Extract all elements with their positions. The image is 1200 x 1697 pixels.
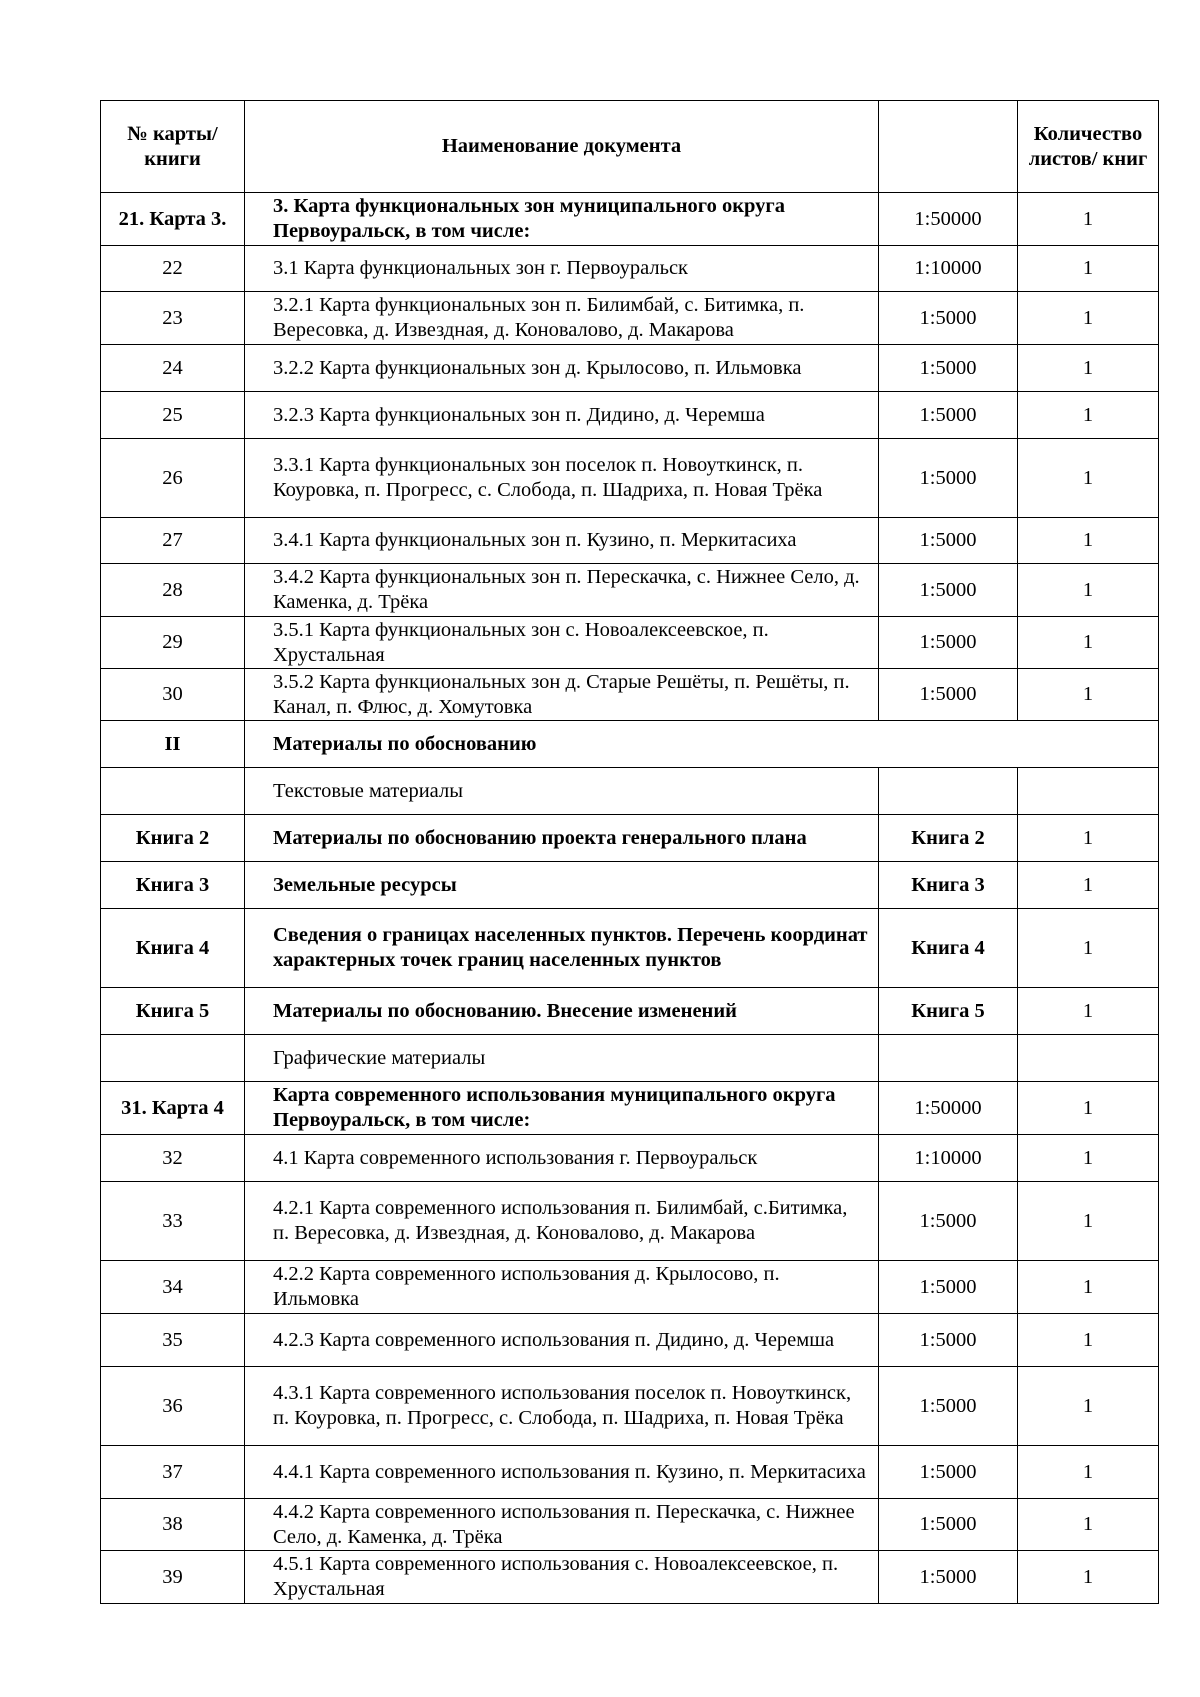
cell-scale: [879, 768, 1018, 815]
cell-count: 1: [1018, 1367, 1159, 1446]
cell-number: 33: [101, 1182, 245, 1261]
cell-scale: Книга 2: [879, 815, 1018, 862]
cell-number: 26: [101, 439, 245, 518]
cell-name: Земельные ресурсы: [245, 862, 879, 909]
cell-number: Книга 5: [101, 988, 245, 1035]
cell-subsection-title: Графические материалы: [245, 1035, 879, 1082]
cell-count: 1: [1018, 815, 1159, 862]
table-row: [101, 909, 1159, 988]
cell-number: 39: [101, 1551, 245, 1604]
cell-name: 3.4.2 Карта функциональных зон п. Перескачка, с. Нижнее Село, д. Каменка, д. Трёка: [245, 564, 879, 617]
table-header-row: [101, 101, 1159, 193]
cell-number: 31. Карта 4: [101, 1082, 245, 1135]
cell-count: 1: [1018, 1135, 1159, 1182]
cell-scale: [879, 1035, 1018, 1082]
table-row: [101, 345, 1159, 392]
cell-name: 3.2.2 Карта функциональных зон д. Крылосово, п. Ильмовка: [245, 345, 879, 392]
cell-count: 1: [1018, 439, 1159, 518]
cell-scale: Книга 5: [879, 988, 1018, 1035]
cell-number: 38: [101, 1499, 245, 1551]
cell-number: 37: [101, 1446, 245, 1499]
cell-number: 29: [101, 617, 245, 669]
cell-count: 1: [1018, 1499, 1159, 1551]
cell-count: 1: [1018, 345, 1159, 392]
table-row: [101, 392, 1159, 439]
cell-name: Сведения о границах населенных пунктов. Перечень координат характерных точек границ населенных пунктов: [245, 909, 879, 988]
cell-number: 32: [101, 1135, 245, 1182]
cell-scale: 1:5000: [879, 617, 1018, 669]
cell-name: 4.1 Карта современного использования г. Первоуральск: [245, 1135, 879, 1182]
table-row: [101, 246, 1159, 292]
table-row: [101, 1367, 1159, 1446]
table-row: [101, 1261, 1159, 1314]
cell-count: 1: [1018, 392, 1159, 439]
cell-name: 4.2.1 Карта современного использования п. Билимбай, с.Битимка, п. Вересовка, д. Извездная, д. Коновалово, д. Макарова: [245, 1182, 879, 1261]
cell-count: 1: [1018, 1182, 1159, 1261]
cell-scale: 1:5000: [879, 564, 1018, 617]
cell-count: 1: [1018, 1082, 1159, 1135]
cell-name: 4.2.2 Карта современного использования д. Крылосово, п. Ильмовка: [245, 1261, 879, 1314]
cell-scale: Книга 4: [879, 909, 1018, 988]
cell-name: 4.4.2 Карта современного использования п. Перескачка, с. Нижнее Село, д. Каменка, д. Трёка: [245, 1499, 879, 1551]
cell-scale: 1:5000: [879, 1314, 1018, 1367]
cell-name: 4.3.1 Карта современного использования поселок п. Новоуткинск, п. Коуровка, п. Прогресс, с. Слобода, п. Шадриха, п. Новая Трёка: [245, 1367, 879, 1446]
cell-number: 25: [101, 392, 245, 439]
cell-scale: 1:5000: [879, 518, 1018, 564]
cell-scale: 1:5000: [879, 669, 1018, 721]
cell-scale: 1:5000: [879, 1551, 1018, 1604]
cell-count: 1: [1018, 292, 1159, 345]
document-table: [100, 100, 1159, 1604]
cell-scale: 1:5000: [879, 1499, 1018, 1551]
cell-scale: 1:5000: [879, 292, 1018, 345]
cell-number: 30: [101, 669, 245, 721]
cell-scale: 1:5000: [879, 1367, 1018, 1446]
cell-count: 1: [1018, 1314, 1159, 1367]
cell-scale: 1:10000: [879, 246, 1018, 292]
cell-scale: 1:5000: [879, 439, 1018, 518]
cell-number: 36: [101, 1367, 245, 1446]
cell-scale: 1:5000: [879, 392, 1018, 439]
cell-number: [101, 768, 245, 815]
cell-number: Книга 2: [101, 815, 245, 862]
table-row: [101, 988, 1159, 1035]
table-row: [101, 518, 1159, 564]
cell-section-number: II: [101, 721, 245, 768]
cell-number: [101, 1035, 245, 1082]
cell-name: 3.3.1 Карта функциональных зон поселок п. Новоуткинск, п. Коуровка, п. Прогресс, с. Слобода, п. Шадриха, п. Новая Трёка: [245, 439, 879, 518]
table-row: [101, 1551, 1159, 1604]
table-row: [101, 1082, 1159, 1135]
cell-number: 21. Карта 3.: [101, 193, 245, 246]
cell-count: 1: [1018, 909, 1159, 988]
table-row: [101, 439, 1159, 518]
cell-name: 3. Карта функциональных зон муниципального округа Первоуральск, в том числе:: [245, 193, 879, 246]
cell-scale: 1:10000: [879, 1135, 1018, 1182]
subsection-row: [101, 1035, 1159, 1082]
cell-scale: 1:5000: [879, 345, 1018, 392]
header-scale: [879, 101, 1018, 193]
table-row: [101, 617, 1159, 669]
cell-count: 1: [1018, 518, 1159, 564]
subsection-row: [101, 768, 1159, 815]
cell-scale: 1:50000: [879, 193, 1018, 246]
section-row: [101, 721, 1159, 768]
cell-count: 1: [1018, 1261, 1159, 1314]
cell-count: 1: [1018, 862, 1159, 909]
cell-number: 35: [101, 1314, 245, 1367]
cell-name: 3.2.1 Карта функциональных зон п. Билимбай, с. Битимка, п. Вересовка, д. Извездная, д. Коновалово, д. Макарова: [245, 292, 879, 345]
table-row: [101, 1182, 1159, 1261]
cell-number: 23: [101, 292, 245, 345]
cell-count: [1018, 768, 1159, 815]
cell-name: 4.5.1 Карта современного использования с. Новоалексеевское, п. Хрустальная: [245, 1551, 879, 1604]
cell-name: 3.1 Карта функциональных зон г. Первоуральск: [245, 246, 879, 292]
table-row: [101, 669, 1159, 721]
header-document-name: Наименование документа: [245, 101, 879, 193]
cell-name: 3.5.2 Карта функциональных зон д. Старые Решёты, п. Решёты, п. Канал, п. Флюс, д. Хомутовка: [245, 669, 879, 721]
cell-number: 22: [101, 246, 245, 292]
cell-name: 3.5.1 Карта функциональных зон с. Новоалексеевское, п. Хрустальная: [245, 617, 879, 669]
cell-number: 28: [101, 564, 245, 617]
cell-name: 4.2.3 Карта современного использования п. Дидино, д. Черемша: [245, 1314, 879, 1367]
cell-number: Книга 3: [101, 862, 245, 909]
table-row: [101, 193, 1159, 246]
cell-count: 1: [1018, 617, 1159, 669]
cell-name: Материалы по обоснованию. Внесение изменений: [245, 988, 879, 1035]
cell-name: 4.4.1 Карта современного использования п. Кузино, п. Меркитасиха: [245, 1446, 879, 1499]
cell-scale: Книга 3: [879, 862, 1018, 909]
header-number: № карты/ книги: [101, 101, 245, 193]
table-row: [101, 1499, 1159, 1551]
cell-count: [1018, 1035, 1159, 1082]
cell-count: 1: [1018, 193, 1159, 246]
table-row: [101, 292, 1159, 345]
cell-scale: 1:5000: [879, 1261, 1018, 1314]
cell-name: 3.2.3 Карта функциональных зон п. Дидино, д. Черемша: [245, 392, 879, 439]
table-row: [101, 862, 1159, 909]
table-row: [101, 1314, 1159, 1367]
header-count: Количество листов/ книг: [1018, 101, 1159, 193]
cell-count: 1: [1018, 564, 1159, 617]
table-row: [101, 1446, 1159, 1499]
cell-number: Книга 4: [101, 909, 245, 988]
cell-count: 1: [1018, 988, 1159, 1035]
cell-number: 24: [101, 345, 245, 392]
table-row: [101, 1135, 1159, 1182]
cell-name: 3.4.1 Карта функциональных зон п. Кузино, п. Меркитасиха: [245, 518, 879, 564]
cell-number: 27: [101, 518, 245, 564]
cell-scale: 1:5000: [879, 1446, 1018, 1499]
cell-name: Материалы по обоснованию проекта генерального плана: [245, 815, 879, 862]
table-row: [101, 815, 1159, 862]
cell-subsection-title: Текстовые материалы: [245, 768, 879, 815]
cell-count: 1: [1018, 1551, 1159, 1604]
cell-count: 1: [1018, 669, 1159, 721]
cell-name: Карта современного использования муниципального округа Первоуральск, в том числе:: [245, 1082, 879, 1135]
cell-number: 34: [101, 1261, 245, 1314]
cell-count: 1: [1018, 246, 1159, 292]
cell-scale: 1:50000: [879, 1082, 1018, 1135]
cell-count: 1: [1018, 1446, 1159, 1499]
cell-section-title: Материалы по обоснованию: [245, 721, 1159, 768]
table-row: [101, 564, 1159, 617]
cell-scale: 1:5000: [879, 1182, 1018, 1261]
